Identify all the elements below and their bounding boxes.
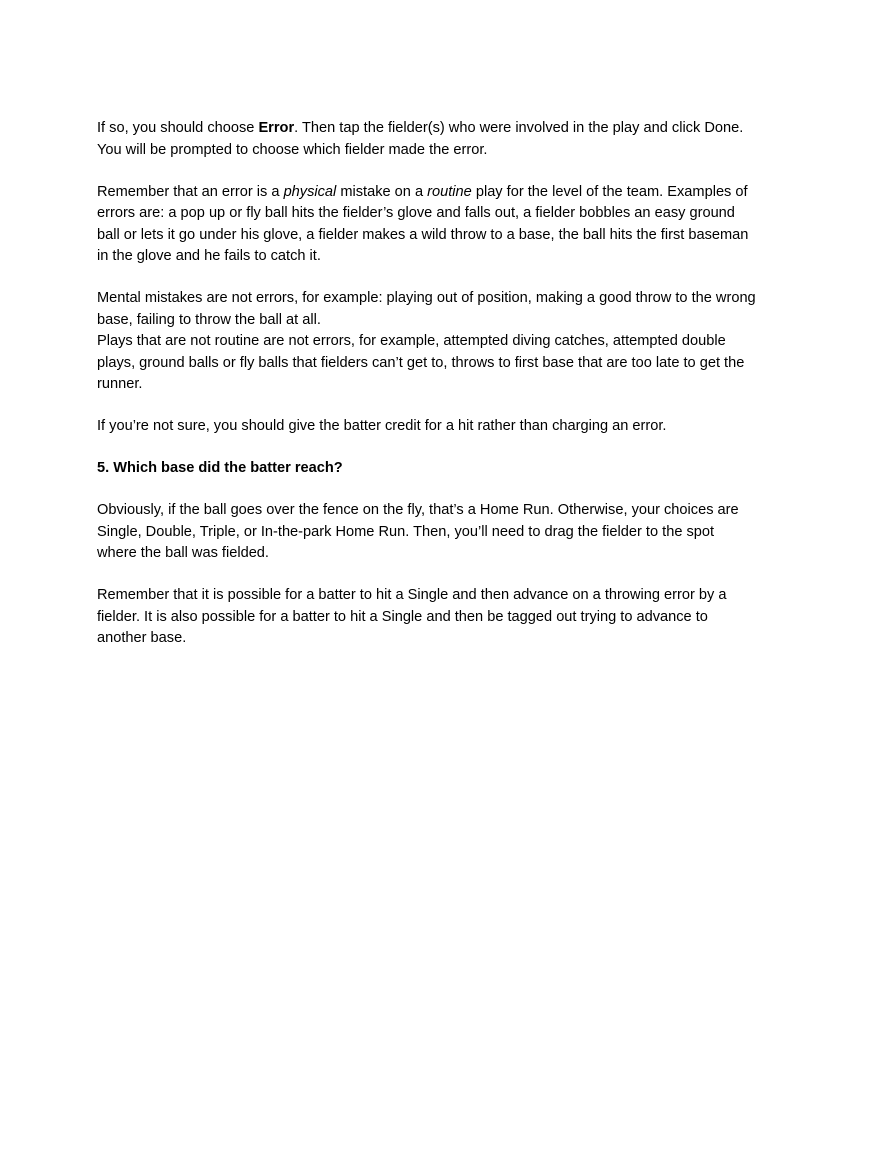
- text-span: Remember that an error is a: [97, 183, 284, 200]
- text-span: mistake on a: [336, 183, 428, 200]
- error-definition-paragraph: [97, 182, 757, 268]
- physical-emphasis: physical: [283, 183, 337, 200]
- non-routine-plays-paragraph: Plays that are not routine are not errors, for example, attempted diving catches, attempted double plays, ground balls or fly balls that fielders can’t get to, throws to first base that are too late to get the runner.: [97, 333, 745, 392]
- routine-emphasis: routine: [427, 183, 472, 200]
- throwing-error-paragraph: Remember that it is possible for a batter to hit a Single and then advance on a throwing error by a fielder. It is also possible for a batter to hit a Single and then be tagged out trying to advance to another base.: [97, 587, 727, 646]
- base-choices-paragraph: Obviously, if the ball goes over the fence on the fly, that’s a Home Run. Otherwise, your choices are Single, Double, Triple, or In-the-park Home Run. Then, you’ll need to drag the fielder to the spot where the ball was fielded.: [97, 502, 739, 561]
- mental-mistakes-paragraph: Mental mistakes are not errors, for example: playing out of position, making a good throw to the wrong base, failing to throw the ball at all.: [97, 290, 756, 328]
- error-keyword: Error: [258, 120, 295, 136]
- document-page: [97, 118, 757, 670]
- text-span: play for the level of the team. Examples of errors are: a pop up or fly ball hits the fielder’s glove and falls out, a fielder bobbles an easy ground ball or lets it go under his glove, a fielder makes a wild throw to a base, the ball hits the first baseman in the glove and he fails to catch it.: [97, 183, 749, 264]
- error-instructions-paragraph: [97, 118, 757, 161]
- not-sure-paragraph: If you’re not sure, you should give the batter credit for a hit rather than charging an error.: [97, 418, 667, 434]
- text-span: If so, you should choose: [97, 120, 259, 136]
- text-span: . Then tap the fielder(s) who were involved in the play and click Done. You will be prompted to choose which fielder made the error.: [97, 120, 744, 158]
- section-heading: 5. Which base did the batter reach?: [97, 460, 343, 476]
